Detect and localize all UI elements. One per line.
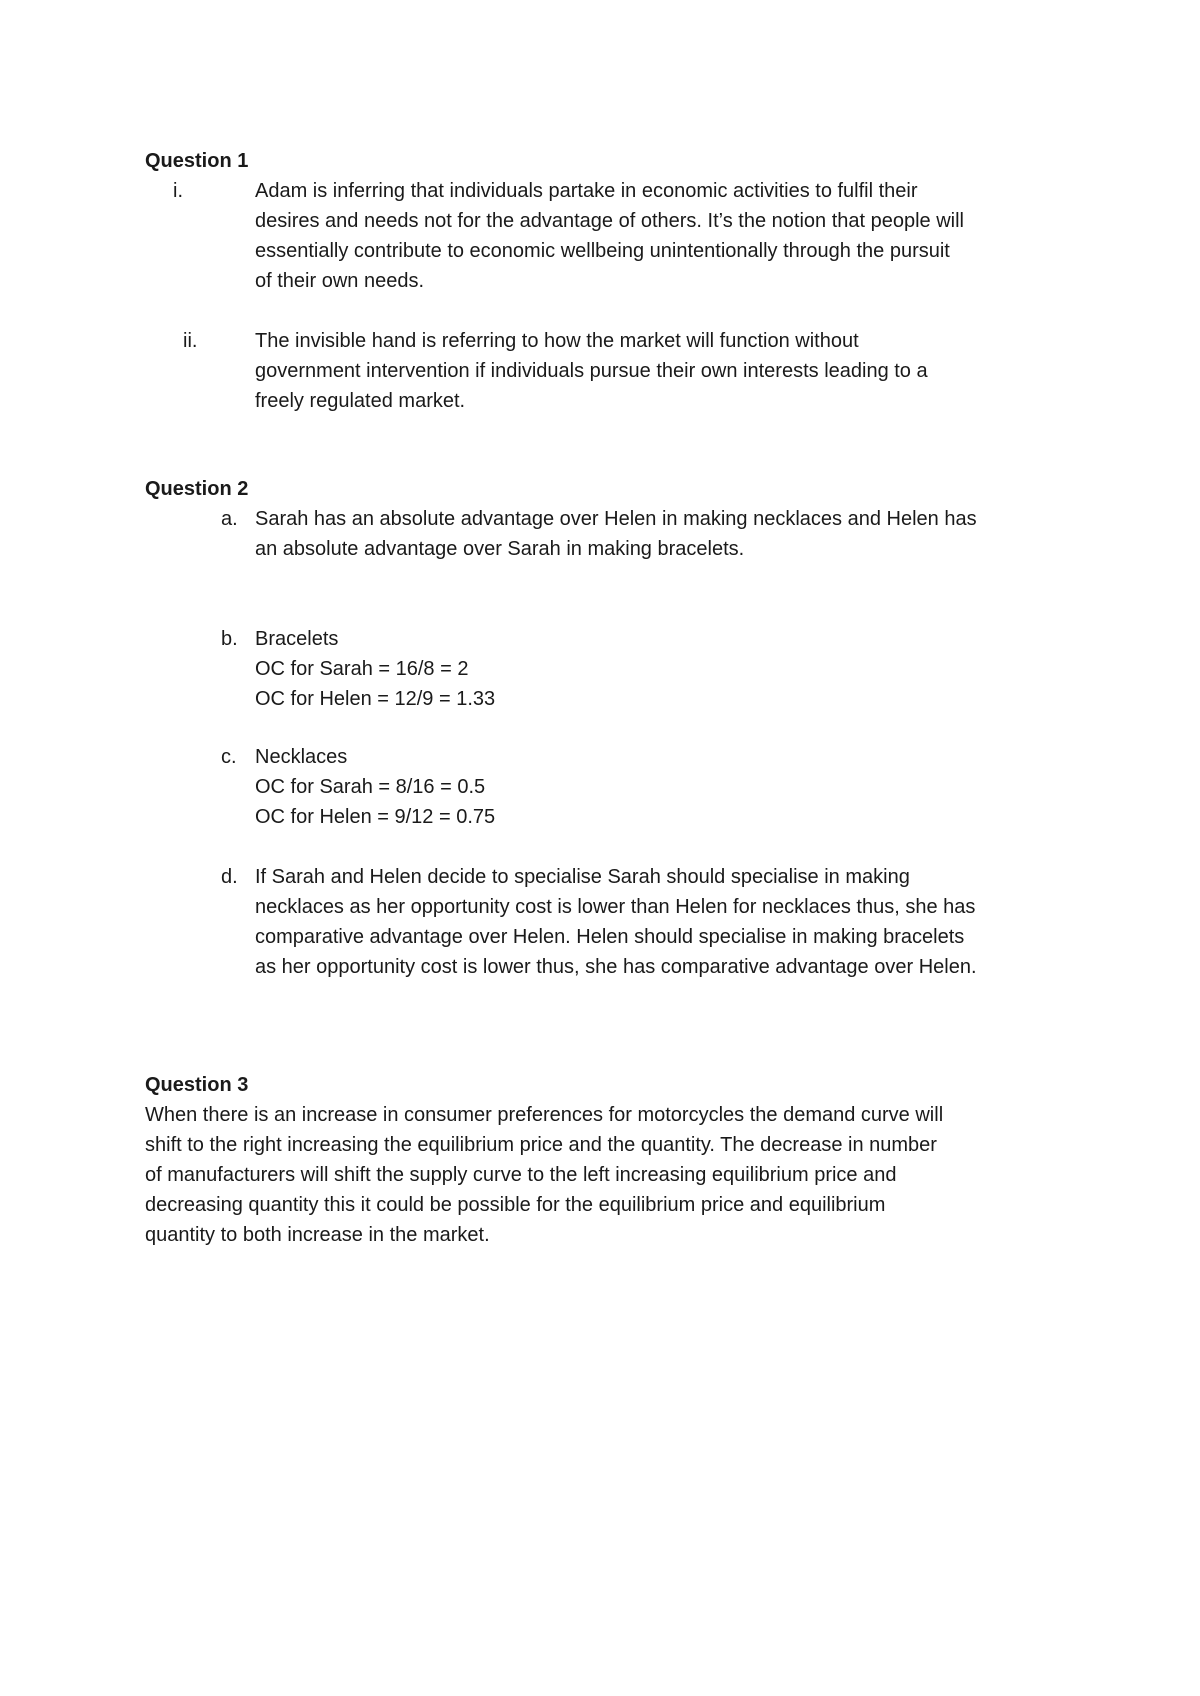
text-line: as her opportunity cost is lower thus, she has comparative advantage over Helen.: [255, 956, 977, 978]
text-line: If Sarah and Helen decide to specialise Sarah should specialise in making: [255, 866, 910, 888]
text-line: OC for Sarah = 8/16 = 0.5: [255, 776, 486, 798]
list-marker: ii.: [183, 330, 198, 352]
text-line: of their own needs.: [255, 270, 424, 292]
text-line: OC for Sarah = 16/8 = 2: [255, 658, 469, 680]
text-line: shift to the right increasing the equilibrium price and the quantity. The decrease in number: [145, 1134, 937, 1156]
text-line: essentially contribute to economic wellbeing unintentionally through the pursuit: [255, 240, 950, 262]
text-line: comparative advantage over Helen. Helen should specialise in making bracelets: [255, 926, 965, 948]
answer-text: [255, 176, 1075, 296]
text-line: When there is an increase in consumer preferences for motorcycles the demand curve will: [145, 1104, 944, 1126]
text-line: necklaces as her opportunity cost is lower than Helen for necklaces thus, she has: [255, 896, 976, 918]
answer-text: [255, 862, 1075, 982]
text-line: desires and needs not for the advantage of others. It’s the notion that people will: [255, 210, 964, 232]
question-3-answer: [145, 1100, 1075, 1250]
text-line: of manufacturers will shift the supply curve to the left increasing equilibrium price and: [145, 1164, 897, 1186]
text-line: an absolute advantage over Sarah in making bracelets.: [255, 538, 745, 560]
list-marker: c.: [221, 746, 237, 768]
text-line: government intervention if individuals pursue their own interests leading to a: [255, 360, 928, 382]
question-3-heading: Question 3: [145, 1074, 249, 1096]
text-line: OC for Helen = 9/12 = 0.75: [255, 806, 496, 828]
question-2-heading: Question 2: [145, 478, 249, 500]
answer-text: [255, 624, 1075, 714]
text-line: Sarah has an absolute advantage over Helen in making necklaces and Helen has: [255, 508, 977, 530]
list-marker: i.: [173, 180, 183, 202]
question-1-heading: Question 1: [145, 150, 249, 172]
list-marker: b.: [221, 628, 238, 650]
answer-text: [255, 326, 1075, 416]
answer-text: [255, 742, 1075, 832]
text-line: Bracelets: [255, 628, 339, 650]
list-marker: d.: [221, 866, 238, 888]
text-line: decreasing quantity this it could be possible for the equilibrium price and equilibrium: [145, 1194, 886, 1216]
answer-text: [255, 504, 1075, 564]
list-marker: a.: [221, 508, 238, 530]
text-line: OC for Helen = 12/9 = 1.33: [255, 688, 496, 710]
text-line: Adam is inferring that individuals partake in economic activities to fulfil their: [255, 180, 918, 202]
text-line: The invisible hand is referring to how the market will function without: [255, 330, 859, 352]
text-line: quantity to both increase in the market.: [145, 1224, 490, 1246]
text-line: freely regulated market.: [255, 390, 466, 412]
text-line: Necklaces: [255, 746, 348, 768]
